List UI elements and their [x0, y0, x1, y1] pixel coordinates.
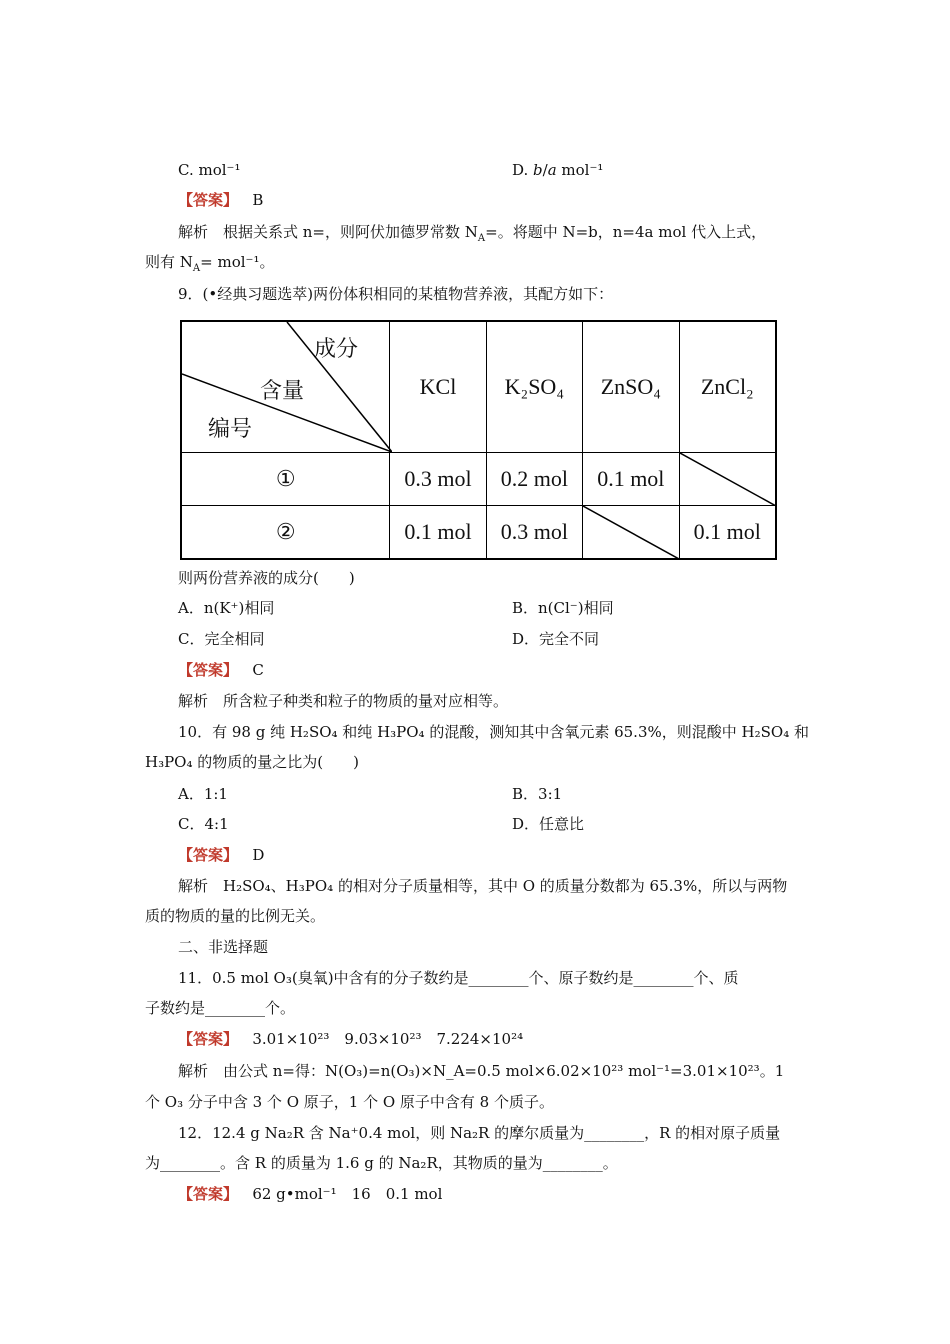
q9-question: 则两份营养液的成分( ) [178, 569, 355, 587]
q8-exp2: 则有 N [145, 253, 193, 271]
q10-explanation-line1: 解析 H₂SO₄、H₃PO₄ 的相对分子质量相等，其中 O 的质量分数都为 65.3%，所以与两物 [178, 877, 788, 895]
header-znso4: ZnSO₄ [583, 321, 680, 453]
q12-stem-line1: 12．12.4 g Na₂R 含 Na⁺0.4 mol，则 Na₂R 的摩尔质量为________，R 的相对原子质量 [178, 1124, 781, 1142]
table-cell: 0.3 mol [486, 506, 582, 559]
q11-answer-value: 3.01×10²³ 9.03×10²³ 7.224×10²⁴ [252, 1030, 524, 1048]
formula-table [180, 320, 777, 560]
answer-label: 【答案】 [178, 1185, 239, 1203]
header-kcl: KCl [390, 321, 486, 453]
table-cell: 0.1 mol [679, 506, 776, 559]
q9-answer-value: C [252, 661, 264, 679]
header-zncl2: ZnCl₂ [679, 321, 776, 453]
q8-exp2b: = mol⁻¹。 [200, 253, 275, 271]
q10-explanation-line2: 质的物质的量的比例无关。 [145, 907, 326, 925]
answer-label: 【答案】 [178, 191, 239, 209]
q10-option-d: D．任意比 [512, 815, 585, 833]
empty-slash-cell [679, 453, 776, 506]
q8-option-d-slash: / [542, 161, 548, 179]
table-cell: 0.1 mol [390, 506, 486, 559]
q12-stem-line2: 为________。含 R 的质量为 1.6 g 的 Na₂R，其物质的量为________。 [145, 1154, 618, 1172]
section-heading: 二、非选择题 [178, 938, 269, 956]
q8-option-d-pre: D. [512, 161, 534, 179]
table-row [181, 453, 776, 506]
corner-label-content: 含量 [260, 379, 305, 404]
q8-option-d-b: b [533, 161, 543, 179]
q11-explanation-line2: 个 O₃ 分子中含 3 个 O 原子，1 个 O 原子中含有 8 个质子。 [145, 1093, 554, 1111]
q8-option-d-post: mol⁻¹ [556, 161, 604, 179]
q8-exp1-sub: A [477, 233, 486, 244]
table-header-row [181, 321, 776, 453]
q8-option-d [512, 160, 603, 180]
slash-line [680, 453, 776, 506]
corner-label-number: 编号 [208, 417, 253, 442]
q11-stem-line1: 11．0.5 mol O₃(臭氧)中含有的分子数约是________个、原子数约是________个、质 [178, 969, 739, 987]
row-id: ② [181, 506, 390, 559]
corner-label-component: 成分 [314, 337, 359, 362]
slash-line [583, 506, 679, 559]
q12-answer-value: 62 g•mol⁻¹ 16 0.1 mol [252, 1185, 443, 1203]
q9-option-a: A．n(K⁺)相同 [178, 599, 275, 617]
q9-stem: 9．(•经典习题选萃)两份体积相同的某植物营养液，其配方如下： [178, 285, 614, 303]
table-cell: 0.1 mol [583, 453, 680, 506]
q8-answer [178, 190, 263, 210]
q9-option-d: D．完全不同 [512, 630, 600, 648]
q10-answer-value: D [252, 846, 265, 864]
q9-option-b: B．n(Cl⁻)相同 [512, 599, 614, 617]
table-row [181, 506, 776, 559]
q10-option-a: A．1:1 [178, 785, 228, 803]
row-id: ① [181, 453, 390, 506]
q9-explanation: 解析 所含粒子种类和粒子的物质的量对应相等。 [178, 692, 509, 710]
q9-answer [178, 660, 264, 680]
q11-explanation-line1: 解析 由公式 n=得：N(O₃)=n(O₃)×N_A=0.5 mol×6.02×10²³ mol⁻¹=3.01×10²³。1 [178, 1062, 785, 1080]
q11-stem-line2: 子数约是________个。 [145, 999, 296, 1017]
q10-option-c: C．4:1 [178, 815, 229, 833]
answer-label: 【答案】 [178, 846, 239, 864]
q8-exp2-sub: A [192, 263, 201, 274]
q8-answer-value: B [252, 191, 264, 209]
q11-answer [178, 1029, 523, 1049]
header-k2so4: K₂SO₄ [486, 321, 582, 453]
table-cell: 0.3 mol [390, 453, 486, 506]
table-cell: 0.2 mol [486, 453, 582, 506]
q8-explanation-line2 [145, 252, 274, 272]
q8-exp1: 解析 根据关系式 n=，则阿伏加德罗常数 N [178, 223, 478, 241]
q8-exp1b: =。将题中 N=b，n=4a mol 代入上式， [485, 223, 767, 241]
q10-stem-line1: 10．有 98 g 纯 H₂SO₄ 和纯 H₃PO₄ 的混酸，测知其中含氧元素 65.3%，则混酸中 H₂SO₄ 和 [178, 723, 809, 741]
q10-stem-line2: H₃PO₄ 的物质的量之比为( ) [145, 753, 359, 771]
answer-label: 【答案】 [178, 1030, 239, 1048]
q8-explanation-line1 [178, 222, 766, 242]
q9-option-c: C．完全相同 [178, 630, 265, 648]
empty-slash-cell [583, 506, 680, 559]
q8-option-c: C. mol⁻¹ [178, 161, 241, 179]
q10-option-b: B．3:1 [512, 785, 563, 803]
q8-option-d-a: a [547, 161, 557, 179]
q12-answer [178, 1184, 442, 1204]
q10-answer [178, 845, 264, 865]
table-corner-cell [181, 321, 390, 453]
answer-label: 【答案】 [178, 661, 239, 679]
